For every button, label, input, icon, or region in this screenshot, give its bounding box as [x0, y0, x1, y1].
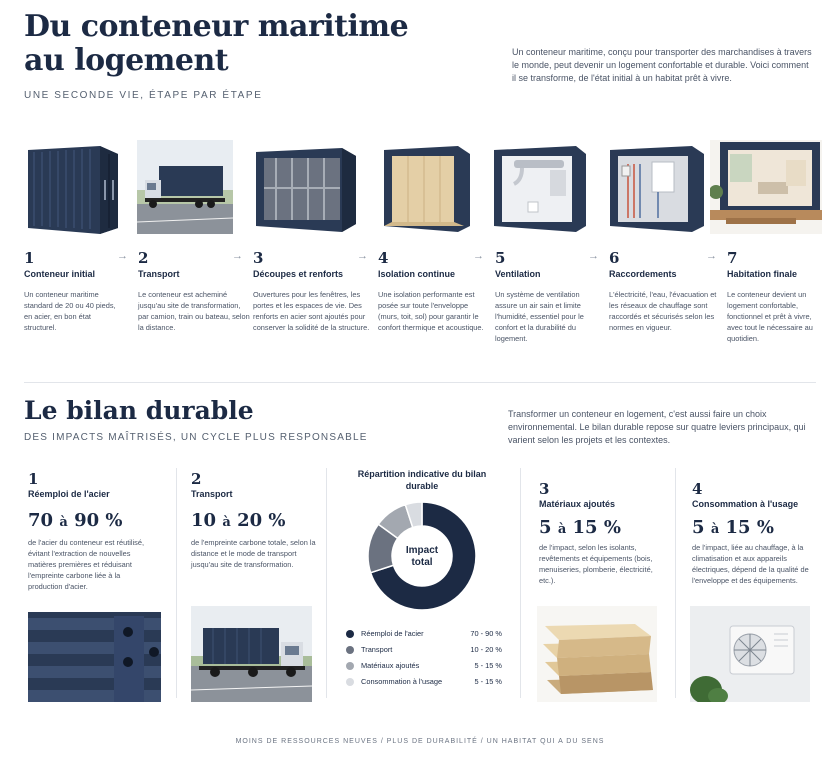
container-closed-image: [22, 140, 122, 234]
insulation-boards-image: [537, 606, 657, 702]
lever-description: de l'impact, liée au chauffage, à la climatisation et aux appareils électriques, dépend de la qualité de l'enveloppe et des équipements.: [692, 543, 809, 585]
lever-value: 5 à 15 %: [692, 517, 774, 538]
lever-title: Consommation à l'usage: [692, 499, 799, 509]
step-description: Le conteneur est acheminé jusqu'au site de transformation, par camion, train ou bateau, selon la distance.: [138, 290, 250, 332]
container-cut-image: [252, 140, 360, 234]
arrow-right-icon: →: [706, 250, 717, 262]
legend-dot-icon: [346, 646, 354, 654]
step-description: Un système de ventilation assure un air sain et limite l'humidité, essentiel pour le confort et la durabilité du logement.: [495, 290, 584, 343]
legend-item: [346, 676, 502, 688]
step-number: 7: [727, 249, 738, 267]
legend-label: Transport: [361, 645, 393, 654]
step-title: Habitation finale: [727, 269, 798, 279]
steel-panel-image: [28, 612, 161, 702]
arrow-right-icon: →: [588, 250, 599, 262]
section-subtitle: DES IMPACTS MAÎTRISÉS, UN CYCLE PLUS RESPONSABLE: [24, 432, 368, 443]
truck-transport-image: [137, 140, 233, 234]
step-number: 5: [495, 249, 506, 267]
lever-value: 10 à 20 %: [191, 510, 286, 531]
legend-item: [346, 628, 502, 640]
column-separator: [520, 468, 521, 698]
section-title: Le bilan durable: [24, 396, 254, 425]
lever-title: Réemploi de l'acier: [28, 489, 110, 499]
footer-tagline: MOINS DE RESSOURCES NEUVES / PLUS DE DURABILITÉ / UN HABITAT QUI A DU SENS: [235, 738, 605, 745]
step-title: Conteneur initial: [24, 269, 96, 279]
legend-item: [346, 660, 502, 672]
container-ventilation-image: [492, 140, 588, 234]
legend-item: [346, 644, 502, 656]
legend-label: Matériaux ajoutés: [361, 661, 420, 670]
step-description: Une isolation performante est posée sur toute l'enveloppe (murs, toit, sol) pour garantir le confort thermique et acoustique.: [378, 290, 484, 332]
lever-number: 3: [539, 480, 550, 498]
step-number: 2: [138, 249, 149, 267]
container-insulation-image: [382, 140, 472, 234]
step-title: Découpes et renforts: [253, 269, 344, 279]
section-intro: Transformer un conteneur en logement, c'est aussi faire un choix environnemental. Le bilan durable repose sur quatre leviers principaux, qui varient selon les projets et les contextes.: [508, 409, 806, 445]
lever-number: 4: [692, 480, 703, 498]
legend-label: Réemploi de l'acier: [361, 629, 424, 638]
chart-title: Répartition indicative du bilan durable: [357, 469, 487, 491]
step-number: 3: [253, 249, 264, 267]
column-separator: [326, 468, 327, 698]
container-connections-image: [608, 140, 706, 234]
step-title: Transport: [138, 269, 180, 279]
heat-pump-image: [690, 606, 810, 702]
step-title: Ventilation: [495, 269, 541, 279]
lever-description: de l'empreinte carbone totale, selon la distance et le mode de transport jusqu'au site de transformation.: [191, 538, 316, 569]
arrow-right-icon: →: [232, 250, 243, 262]
page-title: Du conteneur maritime au logement: [24, 9, 409, 78]
step-description: Le conteneur devient un logement confortable, fonctionnel et prêt à vivre, avec tout le nécessaire au quotidien.: [727, 290, 813, 343]
legend-value: 5 - 15 %: [474, 677, 502, 686]
column-separator: [176, 468, 177, 698]
arrow-right-icon: →: [117, 250, 128, 262]
legend-dot-icon: [346, 678, 354, 686]
step-description: L'électricité, l'eau, l'évacuation et les réseaux de chauffage sont raccordés et sécurisés selon les normes en vigueur.: [609, 290, 717, 332]
legend-value: 5 - 15 %: [474, 661, 502, 670]
lever-description: de l'impact, selon les isolants, revêtements et équipements (bois, menuiseries, plomberie, électricité, etc.).: [539, 543, 653, 585]
step-description: Ouvertures pour les fenêtres, les portes et les espaces de vie. Des renforts en acier sont ajoutés pour conserver la solidité de la structure.: [253, 290, 370, 332]
lever-description: de l'acier du conteneur est réutilisé, évitant l'extraction de nouvelles matières premières et réduisant l'empreinte carbone liée à la production d'acier.: [28, 538, 145, 591]
lever-number: 1: [28, 470, 39, 488]
legend-value: 70 - 90 %: [470, 629, 502, 638]
step-number: 4: [378, 249, 389, 267]
step-title: Isolation continue: [378, 269, 456, 279]
step-description: Un conteneur maritime standard de 20 ou 40 pieds, en acier, en bon état structurel.: [24, 290, 116, 332]
final-house-image: [710, 140, 822, 234]
truck-image: [191, 606, 312, 702]
lever-title: Transport: [191, 489, 233, 499]
chart-center-label: Impact total: [405, 545, 439, 568]
donut-chart: [364, 498, 480, 614]
lever-title: Matériaux ajoutés: [539, 499, 616, 509]
legend-dot-icon: [346, 630, 354, 638]
lever-value: 70 à 90 %: [28, 510, 123, 531]
arrow-right-icon: →: [473, 250, 484, 262]
arrow-right-icon: →: [357, 250, 368, 262]
step-number: 6: [609, 249, 620, 267]
column-separator: [675, 468, 676, 698]
legend-dot-icon: [346, 662, 354, 670]
page-subtitle: UNE SECONDE VIE, ÉTAPE PAR ÉTAPE: [24, 90, 263, 101]
lever-value: 5 à 15 %: [539, 517, 621, 538]
step-title: Raccordements: [609, 269, 677, 279]
lever-number: 2: [191, 470, 202, 488]
legend-value: 10 - 20 %: [470, 645, 502, 654]
legend-label: Consommation à l'usage: [361, 677, 443, 686]
intro-text: Un conteneur maritime, conçu pour transporter des marchandises à travers le monde, peut devenir un logement confortable et durable. Voici comment il se transforme, de l'état initial à un habitat prêt à vivre.: [512, 47, 812, 83]
step-number: 1: [24, 249, 35, 267]
section-divider: [24, 382, 816, 383]
